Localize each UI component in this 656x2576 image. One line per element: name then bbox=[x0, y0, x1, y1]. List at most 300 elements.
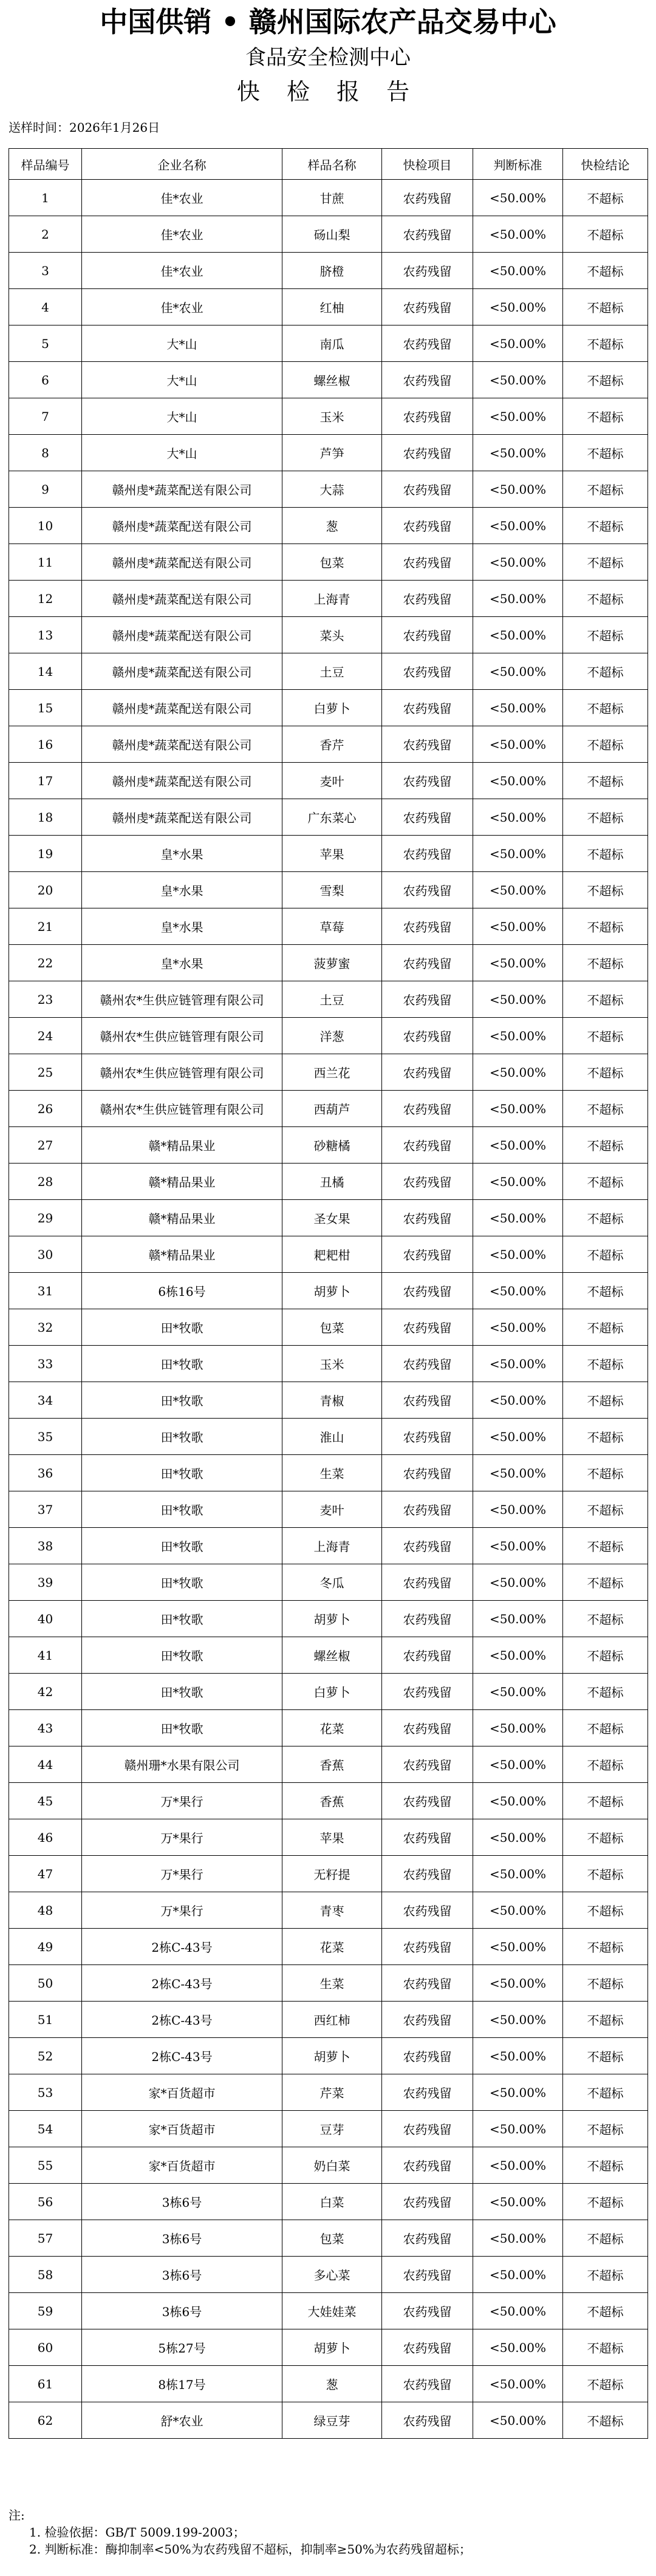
cell-sample-no: 62 bbox=[9, 2402, 82, 2439]
cell-company-name: 赣州虔*蔬菜配送有限公司 bbox=[82, 471, 282, 508]
table-row bbox=[9, 362, 648, 398]
cell-company-name: 赣州虔*蔬菜配送有限公司 bbox=[82, 617, 282, 653]
cell-sample-name: 包菜 bbox=[282, 544, 382, 581]
cell-company-name: 赣*精品果业 bbox=[82, 1127, 282, 1164]
cell-sample-name: 西兰花 bbox=[282, 1054, 382, 1091]
note-item: 1. 检验依据：GB/T 5009.199-2003； bbox=[29, 2525, 245, 2540]
cell-company-name: 皇*水果 bbox=[82, 945, 282, 981]
cell-sample-no: 40 bbox=[9, 1601, 82, 1637]
cell-sample-no: 2 bbox=[9, 216, 82, 253]
cell-company-name: 2栋C-43号 bbox=[82, 2002, 282, 2038]
cell-company-name: 赣州农*生供应链管理有限公司 bbox=[82, 1054, 282, 1091]
cell-company-name: 8栋17号 bbox=[82, 2366, 282, 2402]
cell-test-item: 农药残留 bbox=[382, 2002, 473, 2038]
cell-test-item: 农药残留 bbox=[382, 836, 473, 872]
cell-company-name: 赣州虔*蔬菜配送有限公司 bbox=[82, 653, 282, 690]
table-row bbox=[9, 581, 648, 617]
cell-criterion: <50.00% bbox=[473, 799, 563, 836]
cell-test-item: 农药残留 bbox=[382, 1346, 473, 1382]
cell-criterion: <50.00% bbox=[473, 653, 563, 690]
cell-conclusion: 不超标 bbox=[563, 617, 648, 653]
cell-sample-no: 24 bbox=[9, 1018, 82, 1054]
cell-conclusion: 不超标 bbox=[563, 1127, 648, 1164]
cell-sample-name: 圣女果 bbox=[282, 1200, 382, 1236]
cell-conclusion: 不超标 bbox=[563, 2366, 648, 2402]
cell-sample-name: 玉米 bbox=[282, 1346, 382, 1382]
cell-test-item: 农药残留 bbox=[382, 253, 473, 289]
table-row bbox=[9, 908, 648, 945]
cell-criterion: <50.00% bbox=[473, 1419, 563, 1455]
cell-criterion: <50.00% bbox=[473, 690, 563, 726]
sampling-time: 送样时间：2026年1月26日 bbox=[9, 120, 160, 135]
cell-conclusion: 不超标 bbox=[563, 508, 648, 544]
cell-sample-no: 14 bbox=[9, 653, 82, 690]
cell-criterion: <50.00% bbox=[473, 1091, 563, 1127]
cell-sample-name: 青枣 bbox=[282, 1892, 382, 1929]
cell-criterion: <50.00% bbox=[473, 1346, 563, 1382]
cell-sample-name: 西葫芦 bbox=[282, 1091, 382, 1127]
cell-criterion: <50.00% bbox=[473, 1892, 563, 1929]
cell-test-item: 农药残留 bbox=[382, 1455, 473, 1491]
cell-company-name: 佳*农业 bbox=[82, 253, 282, 289]
table-row bbox=[9, 289, 648, 325]
table-row bbox=[9, 1273, 648, 1309]
cell-criterion: <50.00% bbox=[473, 1929, 563, 1965]
cell-sample-no: 11 bbox=[9, 544, 82, 581]
cell-company-name: 3栋6号 bbox=[82, 2184, 282, 2220]
cell-company-name: 赣州虔*蔬菜配送有限公司 bbox=[82, 763, 282, 799]
cell-conclusion: 不超标 bbox=[563, 1965, 648, 2002]
cell-criterion: <50.00% bbox=[473, 1200, 563, 1236]
cell-conclusion: 不超标 bbox=[563, 2147, 648, 2184]
cell-test-item: 农药残留 bbox=[382, 544, 473, 581]
cell-company-name: 田*牧歌 bbox=[82, 1528, 282, 1564]
cell-test-item: 农药残留 bbox=[382, 1236, 473, 1273]
cell-company-name: 2栋C-43号 bbox=[82, 1929, 282, 1965]
cell-company-name: 6栋16号 bbox=[82, 1273, 282, 1309]
cell-criterion: <50.00% bbox=[473, 325, 563, 362]
cell-sample-no: 53 bbox=[9, 2074, 82, 2111]
cell-criterion: <50.00% bbox=[473, 1236, 563, 1273]
cell-conclusion: 不超标 bbox=[563, 1892, 648, 1929]
cell-test-item: 农药残留 bbox=[382, 1491, 473, 1528]
cell-test-item: 农药残留 bbox=[382, 1601, 473, 1637]
cell-sample-name: 香蕉 bbox=[282, 1746, 382, 1783]
cell-conclusion: 不超标 bbox=[563, 1419, 648, 1455]
cell-conclusion: 不超标 bbox=[563, 1491, 648, 1528]
inspection-table bbox=[9, 148, 648, 2439]
cell-criterion: <50.00% bbox=[473, 1018, 563, 1054]
cell-criterion: <50.00% bbox=[473, 763, 563, 799]
cell-sample-name: 生菜 bbox=[282, 1965, 382, 2002]
cell-sample-name: 砀山梨 bbox=[282, 216, 382, 253]
notes bbox=[9, 2507, 471, 2558]
cell-criterion: <50.00% bbox=[473, 544, 563, 581]
cell-company-name: 赣州虔*蔬菜配送有限公司 bbox=[82, 544, 282, 581]
cell-test-item: 农药残留 bbox=[382, 1200, 473, 1236]
cell-conclusion: 不超标 bbox=[563, 1783, 648, 1819]
cell-sample-name: 大蒜 bbox=[282, 471, 382, 508]
cell-sample-no: 58 bbox=[9, 2257, 82, 2293]
table-row bbox=[9, 1382, 648, 1419]
cell-test-item: 农药残留 bbox=[382, 398, 473, 435]
cell-test-item: 农药残留 bbox=[382, 617, 473, 653]
table-row bbox=[9, 1200, 648, 1236]
cell-sample-no: 56 bbox=[9, 2184, 82, 2220]
cell-sample-name: 洋葱 bbox=[282, 1018, 382, 1054]
table-row bbox=[9, 1601, 648, 1637]
cell-company-name: 家*百货超市 bbox=[82, 2147, 282, 2184]
cell-conclusion: 不超标 bbox=[563, 1601, 648, 1637]
cell-criterion: <50.00% bbox=[473, 1965, 563, 2002]
cell-company-name: 大*山 bbox=[82, 362, 282, 398]
cell-conclusion: 不超标 bbox=[563, 1746, 648, 1783]
header-sample-name: 样品名称 bbox=[282, 149, 382, 180]
cell-conclusion: 不超标 bbox=[563, 1382, 648, 1419]
table-row bbox=[9, 726, 648, 763]
cell-test-item: 农药残留 bbox=[382, 726, 473, 763]
cell-sample-no: 48 bbox=[9, 1892, 82, 1929]
table-row bbox=[9, 2038, 648, 2074]
cell-test-item: 农药残留 bbox=[382, 799, 473, 836]
table-row bbox=[9, 690, 648, 726]
cell-conclusion: 不超标 bbox=[563, 1200, 648, 1236]
table-row bbox=[9, 1856, 648, 1892]
cell-sample-name: 上海青 bbox=[282, 581, 382, 617]
cell-sample-no: 13 bbox=[9, 617, 82, 653]
table-row bbox=[9, 2074, 648, 2111]
cell-criterion: <50.00% bbox=[473, 836, 563, 872]
cell-company-name: 田*牧歌 bbox=[82, 1601, 282, 1637]
cell-criterion: <50.00% bbox=[473, 617, 563, 653]
cell-sample-name: 香芹 bbox=[282, 726, 382, 763]
cell-test-item: 农药残留 bbox=[382, 1091, 473, 1127]
cell-sample-name: 菜头 bbox=[282, 617, 382, 653]
cell-conclusion: 不超标 bbox=[563, 981, 648, 1018]
cell-criterion: <50.00% bbox=[473, 1819, 563, 1856]
cell-sample-name: 土豆 bbox=[282, 653, 382, 690]
cell-sample-no: 29 bbox=[9, 1200, 82, 1236]
cell-sample-no: 38 bbox=[9, 1528, 82, 1564]
cell-company-name: 田*牧歌 bbox=[82, 1710, 282, 1746]
cell-sample-name: 胡萝卜 bbox=[282, 2038, 382, 2074]
cell-company-name: 赣*精品果业 bbox=[82, 1164, 282, 1200]
header-sample-no: 样品编号 bbox=[9, 149, 82, 180]
cell-test-item: 农药残留 bbox=[382, 1382, 473, 1419]
cell-company-name: 田*牧歌 bbox=[82, 1674, 282, 1710]
cell-company-name: 田*牧歌 bbox=[82, 1419, 282, 1455]
cell-conclusion: 不超标 bbox=[563, 2074, 648, 2111]
cell-conclusion: 不超标 bbox=[563, 2038, 648, 2074]
cell-sample-no: 41 bbox=[9, 1637, 82, 1674]
table-row bbox=[9, 1710, 648, 1746]
cell-company-name: 皇*水果 bbox=[82, 836, 282, 872]
table-header-row bbox=[9, 149, 648, 180]
cell-conclusion: 不超标 bbox=[563, 799, 648, 836]
cell-sample-name: 上海青 bbox=[282, 1528, 382, 1564]
table-row bbox=[9, 1236, 648, 1273]
cell-criterion: <50.00% bbox=[473, 1309, 563, 1346]
cell-conclusion: 不超标 bbox=[563, 325, 648, 362]
cell-test-item: 农药残留 bbox=[382, 2111, 473, 2147]
table-row bbox=[9, 2293, 648, 2329]
report-title: 快 检 报 告 bbox=[236, 78, 420, 105]
cell-test-item: 农药残留 bbox=[382, 1564, 473, 1601]
table-row bbox=[9, 180, 648, 216]
cell-company-name: 家*百货超市 bbox=[82, 2111, 282, 2147]
cell-company-name: 田*牧歌 bbox=[82, 1491, 282, 1528]
cell-sample-no: 26 bbox=[9, 1091, 82, 1127]
cell-test-item: 农药残留 bbox=[382, 1929, 473, 1965]
center-title: 中国供销 • 赣州国际农产品交易中心 bbox=[100, 5, 556, 38]
cell-sample-no: 6 bbox=[9, 362, 82, 398]
cell-test-item: 农药残留 bbox=[382, 690, 473, 726]
cell-sample-no: 16 bbox=[9, 726, 82, 763]
cell-sample-no: 28 bbox=[9, 1164, 82, 1200]
cell-sample-no: 30 bbox=[9, 1236, 82, 1273]
cell-criterion: <50.00% bbox=[473, 1564, 563, 1601]
cell-conclusion: 不超标 bbox=[563, 726, 648, 763]
table-row bbox=[9, 1309, 648, 1346]
cell-test-item: 农药残留 bbox=[382, 1965, 473, 2002]
cell-sample-name: 大娃娃菜 bbox=[282, 2293, 382, 2329]
table-row bbox=[9, 1892, 648, 1929]
cell-sample-no: 43 bbox=[9, 1710, 82, 1746]
table-row bbox=[9, 799, 648, 836]
cell-sample-no: 5 bbox=[9, 325, 82, 362]
cell-sample-name: 冬瓜 bbox=[282, 1564, 382, 1601]
cell-sample-name: 红柚 bbox=[282, 289, 382, 325]
cell-company-name: 赣州珊*水果有限公司 bbox=[82, 1746, 282, 1783]
table-row bbox=[9, 1746, 648, 1783]
cell-sample-no: 3 bbox=[9, 253, 82, 289]
cell-company-name: 田*牧歌 bbox=[82, 1382, 282, 1419]
cell-conclusion: 不超标 bbox=[563, 1346, 648, 1382]
cell-company-name: 田*牧歌 bbox=[82, 1309, 282, 1346]
cell-test-item: 农药残留 bbox=[382, 1674, 473, 1710]
cell-sample-name: 菠萝蜜 bbox=[282, 945, 382, 981]
table-row bbox=[9, 981, 648, 1018]
cell-test-item: 农药残留 bbox=[382, 508, 473, 544]
cell-conclusion: 不超标 bbox=[563, 1091, 648, 1127]
cell-criterion: <50.00% bbox=[473, 2293, 563, 2329]
cell-test-item: 农药残留 bbox=[382, 2329, 473, 2366]
cell-sample-name: 苹果 bbox=[282, 836, 382, 872]
table-row bbox=[9, 508, 648, 544]
cell-sample-no: 45 bbox=[9, 1783, 82, 1819]
cell-conclusion: 不超标 bbox=[563, 1273, 648, 1309]
cell-criterion: <50.00% bbox=[473, 253, 563, 289]
cell-conclusion: 不超标 bbox=[563, 1164, 648, 1200]
cell-company-name: 5栋27号 bbox=[82, 2329, 282, 2366]
table-row bbox=[9, 1091, 648, 1127]
cell-test-item: 农药残留 bbox=[382, 1746, 473, 1783]
header-company-name: 企业名称 bbox=[82, 149, 282, 180]
table-row bbox=[9, 1164, 648, 1200]
table-row bbox=[9, 2184, 648, 2220]
cell-criterion: <50.00% bbox=[473, 1674, 563, 1710]
cell-sample-no: 7 bbox=[9, 398, 82, 435]
cell-test-item: 农药残留 bbox=[382, 1856, 473, 1892]
cell-conclusion: 不超标 bbox=[563, 2111, 648, 2147]
cell-company-name: 大*山 bbox=[82, 398, 282, 435]
cell-test-item: 农药残留 bbox=[382, 1018, 473, 1054]
cell-sample-name: 葱 bbox=[282, 508, 382, 544]
cell-criterion: <50.00% bbox=[473, 362, 563, 398]
cell-test-item: 农药残留 bbox=[382, 471, 473, 508]
cell-company-name: 田*牧歌 bbox=[82, 1346, 282, 1382]
cell-criterion: <50.00% bbox=[473, 1746, 563, 1783]
cell-company-name: 佳*农业 bbox=[82, 216, 282, 253]
cell-sample-name: 西红柿 bbox=[282, 2002, 382, 2038]
table-row bbox=[9, 1929, 648, 1965]
table-row bbox=[9, 1637, 648, 1674]
table-row bbox=[9, 2147, 648, 2184]
table-row bbox=[9, 216, 648, 253]
cell-company-name: 舒*农业 bbox=[82, 2402, 282, 2439]
cell-sample-name: 白菜 bbox=[282, 2184, 382, 2220]
cell-criterion: <50.00% bbox=[473, 2038, 563, 2074]
table-row bbox=[9, 2002, 648, 2038]
cell-test-item: 农药残留 bbox=[382, 2402, 473, 2439]
cell-conclusion: 不超标 bbox=[563, 872, 648, 908]
cell-sample-no: 35 bbox=[9, 1419, 82, 1455]
cell-sample-no: 4 bbox=[9, 289, 82, 325]
cell-sample-name: 甘蔗 bbox=[282, 180, 382, 216]
cell-criterion: <50.00% bbox=[473, 1856, 563, 1892]
cell-sample-name: 胡萝卜 bbox=[282, 1273, 382, 1309]
cell-sample-name: 生菜 bbox=[282, 1455, 382, 1491]
cell-sample-no: 27 bbox=[9, 1127, 82, 1164]
cell-sample-name: 苹果 bbox=[282, 1819, 382, 1856]
cell-conclusion: 不超标 bbox=[563, 2184, 648, 2220]
cell-conclusion: 不超标 bbox=[563, 1856, 648, 1892]
table-row bbox=[9, 1018, 648, 1054]
cell-company-name: 万*果行 bbox=[82, 1783, 282, 1819]
cell-sample-no: 61 bbox=[9, 2366, 82, 2402]
cell-company-name: 2栋C-43号 bbox=[82, 1965, 282, 2002]
cell-test-item: 农药残留 bbox=[382, 1710, 473, 1746]
table-row bbox=[9, 471, 648, 508]
cell-criterion: <50.00% bbox=[473, 508, 563, 544]
table-row bbox=[9, 2366, 648, 2402]
cell-criterion: <50.00% bbox=[473, 2402, 563, 2439]
cell-criterion: <50.00% bbox=[473, 1637, 563, 1674]
table-row bbox=[9, 1054, 648, 1091]
cell-conclusion: 不超标 bbox=[563, 2220, 648, 2257]
cell-company-name: 赣州虔*蔬菜配送有限公司 bbox=[82, 508, 282, 544]
cell-sample-no: 23 bbox=[9, 981, 82, 1018]
cell-conclusion: 不超标 bbox=[563, 180, 648, 216]
cell-test-item: 农药残留 bbox=[382, 1309, 473, 1346]
cell-company-name: 赣州虔*蔬菜配送有限公司 bbox=[82, 581, 282, 617]
header-test-item: 快检项目 bbox=[382, 149, 473, 180]
cell-sample-name: 花菜 bbox=[282, 1929, 382, 1965]
cell-sample-name: 白萝卜 bbox=[282, 1674, 382, 1710]
table-row bbox=[9, 1783, 648, 1819]
cell-conclusion: 不超标 bbox=[563, 1018, 648, 1054]
cell-criterion: <50.00% bbox=[473, 2147, 563, 2184]
cell-criterion: <50.00% bbox=[473, 2329, 563, 2366]
table-row bbox=[9, 2111, 648, 2147]
cell-test-item: 农药残留 bbox=[382, 2038, 473, 2074]
cell-conclusion: 不超标 bbox=[563, 1236, 648, 1273]
cell-test-item: 农药残留 bbox=[382, 1127, 473, 1164]
cell-conclusion: 不超标 bbox=[563, 1455, 648, 1491]
cell-test-item: 农药残留 bbox=[382, 1164, 473, 1200]
cell-test-item: 农药残留 bbox=[382, 362, 473, 398]
table-row bbox=[9, 1528, 648, 1564]
cell-conclusion: 不超标 bbox=[563, 1710, 648, 1746]
cell-conclusion: 不超标 bbox=[563, 435, 648, 471]
header-criterion: 判断标准 bbox=[473, 149, 563, 180]
cell-sample-name: 耙耙柑 bbox=[282, 1236, 382, 1273]
cell-conclusion: 不超标 bbox=[563, 216, 648, 253]
cell-sample-name: 豆芽 bbox=[282, 2111, 382, 2147]
cell-sample-no: 39 bbox=[9, 1564, 82, 1601]
cell-sample-name: 丑橘 bbox=[282, 1164, 382, 1200]
cell-conclusion: 不超标 bbox=[563, 2329, 648, 2366]
cell-sample-no: 57 bbox=[9, 2220, 82, 2257]
table-row bbox=[9, 2220, 648, 2257]
cell-company-name: 万*果行 bbox=[82, 1819, 282, 1856]
cell-sample-no: 31 bbox=[9, 1273, 82, 1309]
cell-company-name: 田*牧歌 bbox=[82, 1564, 282, 1601]
cell-sample-no: 46 bbox=[9, 1819, 82, 1856]
cell-test-item: 农药残留 bbox=[382, 1419, 473, 1455]
cell-sample-name: 草莓 bbox=[282, 908, 382, 945]
cell-criterion: <50.00% bbox=[473, 2074, 563, 2111]
cell-criterion: <50.00% bbox=[473, 2257, 563, 2293]
cell-criterion: <50.00% bbox=[473, 1164, 563, 1200]
cell-test-item: 农药残留 bbox=[382, 325, 473, 362]
table-row bbox=[9, 253, 648, 289]
cell-sample-name: 香蕉 bbox=[282, 1783, 382, 1819]
cell-conclusion: 不超标 bbox=[563, 1674, 648, 1710]
cell-sample-no: 50 bbox=[9, 1965, 82, 2002]
table-row bbox=[9, 763, 648, 799]
note-item: 2. 判断标准：酶抑制率<50%为农药残留不超标，抑制率≥50%为农药残留超标； bbox=[29, 2542, 471, 2557]
cell-conclusion: 不超标 bbox=[563, 1929, 648, 1965]
cell-conclusion: 不超标 bbox=[563, 1819, 648, 1856]
cell-sample-name: 胡萝卜 bbox=[282, 1601, 382, 1637]
cell-criterion: <50.00% bbox=[473, 180, 563, 216]
cell-test-item: 农药残留 bbox=[382, 180, 473, 216]
cell-test-item: 农药残留 bbox=[382, 1819, 473, 1856]
cell-test-item: 农药残留 bbox=[382, 763, 473, 799]
cell-sample-name: 麦叶 bbox=[282, 763, 382, 799]
header-conclusion: 快检结论 bbox=[563, 149, 648, 180]
cell-sample-name: 芹菜 bbox=[282, 2074, 382, 2111]
cell-test-item: 农药残留 bbox=[382, 872, 473, 908]
cell-company-name: 万*果行 bbox=[82, 1892, 282, 1929]
cell-criterion: <50.00% bbox=[473, 581, 563, 617]
cell-sample-no: 47 bbox=[9, 1856, 82, 1892]
cell-test-item: 农药残留 bbox=[382, 2366, 473, 2402]
cell-sample-name: 奶白菜 bbox=[282, 2147, 382, 2184]
cell-sample-name: 螺丝椒 bbox=[282, 1637, 382, 1674]
cell-test-item: 农药残留 bbox=[382, 2293, 473, 2329]
cell-conclusion: 不超标 bbox=[563, 2293, 648, 2329]
center-subtitle: 食品安全检测中心 bbox=[245, 46, 411, 70]
table-row bbox=[9, 1491, 648, 1528]
cell-conclusion: 不超标 bbox=[563, 289, 648, 325]
cell-sample-name: 包菜 bbox=[282, 2220, 382, 2257]
cell-sample-name: 花菜 bbox=[282, 1710, 382, 1746]
cell-sample-no: 60 bbox=[9, 2329, 82, 2366]
table-row bbox=[9, 435, 648, 471]
table-row bbox=[9, 1127, 648, 1164]
